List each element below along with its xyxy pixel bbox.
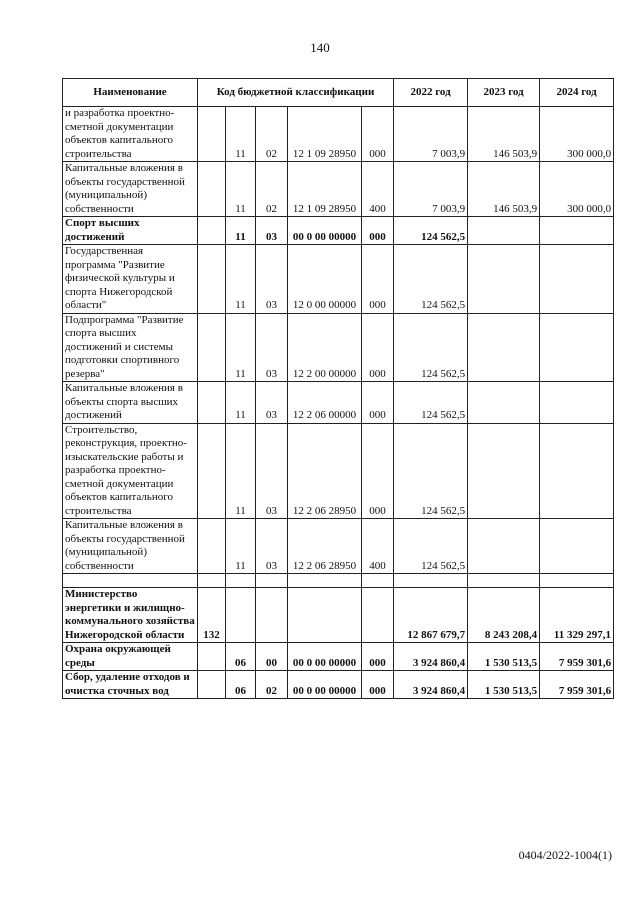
cell-2024	[540, 245, 614, 314]
cell-name: Государственная программа "Развитие физической культуры и спорта Нижегородской области"	[63, 245, 198, 314]
cell-name: Охрана окружающей среды	[63, 643, 198, 671]
cell-2022: 7 003,9	[394, 107, 468, 162]
cell-expense-type: 400	[362, 162, 394, 217]
cell-section: 11	[226, 107, 256, 162]
table-row	[63, 217, 614, 245]
cell-expense-type: 000	[362, 382, 394, 424]
cell-name: и разработка проектно-сметной документации объектов капитального строительства	[63, 107, 198, 162]
cell-expense-type: 000	[362, 217, 394, 245]
cell-subsection: 02	[256, 162, 288, 217]
table-row	[63, 245, 614, 314]
header-code: Код бюджетной классификации	[198, 79, 394, 107]
page-number: 140	[310, 40, 330, 55]
cell-2023	[468, 423, 540, 519]
cell-target-article: 12 2 06 28950	[288, 423, 362, 519]
header-row	[63, 79, 614, 107]
cell-subsection	[256, 574, 288, 588]
cell-subsection: 03	[256, 423, 288, 519]
cell-2022: 3 924 860,4	[394, 643, 468, 671]
table-body	[63, 107, 614, 699]
cell-2023	[468, 245, 540, 314]
cell-name: Капитальные вложения в объекты спорта высших достижений	[63, 382, 198, 424]
table-row	[63, 313, 614, 382]
header-2024: 2024 год	[540, 79, 614, 107]
cell-2022: 124 562,5	[394, 217, 468, 245]
cell-2022: 12 867 679,7	[394, 588, 468, 643]
cell-subsection: 03	[256, 245, 288, 314]
cell-2024	[540, 519, 614, 574]
header-2022: 2022 год	[394, 79, 468, 107]
table-row	[63, 588, 614, 643]
cell-admin-code	[198, 217, 226, 245]
cell-admin-code	[198, 107, 226, 162]
cell-2023	[468, 313, 540, 382]
cell-2023: 1 530 513,5	[468, 643, 540, 671]
cell-admin-code: 132	[198, 588, 226, 643]
cell-name	[63, 574, 198, 588]
cell-name: Сбор, удаление отходов и очистка сточных вод	[63, 671, 198, 699]
table-row	[63, 107, 614, 162]
cell-expense-type: 000	[362, 313, 394, 382]
cell-target-article	[288, 574, 362, 588]
cell-2024: 7 959 301,6	[540, 643, 614, 671]
cell-section: 11	[226, 519, 256, 574]
cell-admin-code	[198, 574, 226, 588]
cell-section	[226, 574, 256, 588]
cell-target-article: 12 1 09 28950	[288, 107, 362, 162]
cell-expense-type	[362, 588, 394, 643]
cell-2024	[540, 382, 614, 424]
cell-2022	[394, 574, 468, 588]
cell-target-article	[288, 588, 362, 643]
cell-2023	[468, 519, 540, 574]
cell-2023	[468, 382, 540, 424]
header-2023: 2023 год	[468, 79, 540, 107]
cell-admin-code	[198, 162, 226, 217]
cell-subsection	[256, 588, 288, 643]
cell-target-article: 12 2 06 28950	[288, 519, 362, 574]
cell-2022: 7 003,9	[394, 162, 468, 217]
cell-expense-type: 000	[362, 423, 394, 519]
cell-2023	[468, 217, 540, 245]
cell-subsection: 03	[256, 313, 288, 382]
cell-section: 11	[226, 245, 256, 314]
cell-section	[226, 588, 256, 643]
cell-section: 06	[226, 643, 256, 671]
cell-admin-code	[198, 245, 226, 314]
cell-admin-code	[198, 519, 226, 574]
cell-2022: 124 562,5	[394, 423, 468, 519]
cell-subsection: 03	[256, 217, 288, 245]
cell-2024	[540, 574, 614, 588]
cell-subsection: 02	[256, 107, 288, 162]
cell-admin-code	[198, 382, 226, 424]
table-row	[63, 382, 614, 424]
cell-admin-code	[198, 643, 226, 671]
cell-subsection: 00	[256, 643, 288, 671]
cell-2024	[540, 313, 614, 382]
cell-2022: 124 562,5	[394, 313, 468, 382]
cell-2024: 300 000,0	[540, 107, 614, 162]
cell-2024: 300 000,0	[540, 162, 614, 217]
table-row	[63, 574, 614, 588]
cell-section: 11	[226, 423, 256, 519]
cell-section: 11	[226, 162, 256, 217]
table-row	[63, 643, 614, 671]
header-name: Наименование	[63, 79, 198, 107]
document-code: 0404/2022-1004(1)	[518, 848, 612, 862]
cell-target-article: 12 1 09 28950	[288, 162, 362, 217]
cell-2024	[540, 217, 614, 245]
cell-2024: 11 329 297,1	[540, 588, 614, 643]
cell-target-article: 00 0 00 00000	[288, 643, 362, 671]
cell-admin-code	[198, 423, 226, 519]
cell-2024	[540, 423, 614, 519]
cell-name: Капитальные вложения в объекты государственной (муниципальной) собственности	[63, 162, 198, 217]
cell-subsection: 03	[256, 382, 288, 424]
cell-2022: 124 562,5	[394, 245, 468, 314]
cell-target-article: 00 0 00 00000	[288, 217, 362, 245]
table-row	[63, 162, 614, 217]
cell-2023: 146 503,9	[468, 162, 540, 217]
cell-2022: 124 562,5	[394, 519, 468, 574]
cell-target-article: 12 2 06 00000	[288, 382, 362, 424]
cell-section: 06	[226, 671, 256, 699]
cell-2023	[468, 574, 540, 588]
cell-target-article: 00 0 00 00000	[288, 671, 362, 699]
cell-admin-code	[198, 671, 226, 699]
cell-expense-type	[362, 574, 394, 588]
cell-2022: 124 562,5	[394, 382, 468, 424]
cell-2024: 7 959 301,6	[540, 671, 614, 699]
cell-2023: 1 530 513,5	[468, 671, 540, 699]
cell-2022: 3 924 860,4	[394, 671, 468, 699]
cell-name: Строительство, реконструкция, проектно-изыскательские работы и разработка проектно-сметной документации объектов капитального строительства	[63, 423, 198, 519]
cell-target-article: 12 2 00 00000	[288, 313, 362, 382]
budget-table	[62, 78, 614, 699]
cell-section: 11	[226, 217, 256, 245]
table-row	[63, 519, 614, 574]
cell-expense-type: 000	[362, 245, 394, 314]
table-row	[63, 423, 614, 519]
cell-subsection: 03	[256, 519, 288, 574]
cell-2023: 146 503,9	[468, 107, 540, 162]
cell-name: Спорт высших достижений	[63, 217, 198, 245]
cell-expense-type: 400	[362, 519, 394, 574]
cell-2023: 8 243 208,4	[468, 588, 540, 643]
cell-name: Подпрограмма "Развитие спорта высших достижений и системы подготовки спортивного резерва"	[63, 313, 198, 382]
cell-expense-type: 000	[362, 643, 394, 671]
cell-subsection: 02	[256, 671, 288, 699]
cell-admin-code	[198, 313, 226, 382]
cell-expense-type: 000	[362, 671, 394, 699]
cell-section: 11	[226, 382, 256, 424]
cell-target-article: 12 0 00 00000	[288, 245, 362, 314]
cell-expense-type: 000	[362, 107, 394, 162]
cell-name: Капитальные вложения в объекты государственной (муниципальной) собственности	[63, 519, 198, 574]
cell-section: 11	[226, 313, 256, 382]
cell-name: Министерство энергетики и жилищно-коммунального хозяйства Нижегородской области	[63, 588, 198, 643]
table-row	[63, 671, 614, 699]
